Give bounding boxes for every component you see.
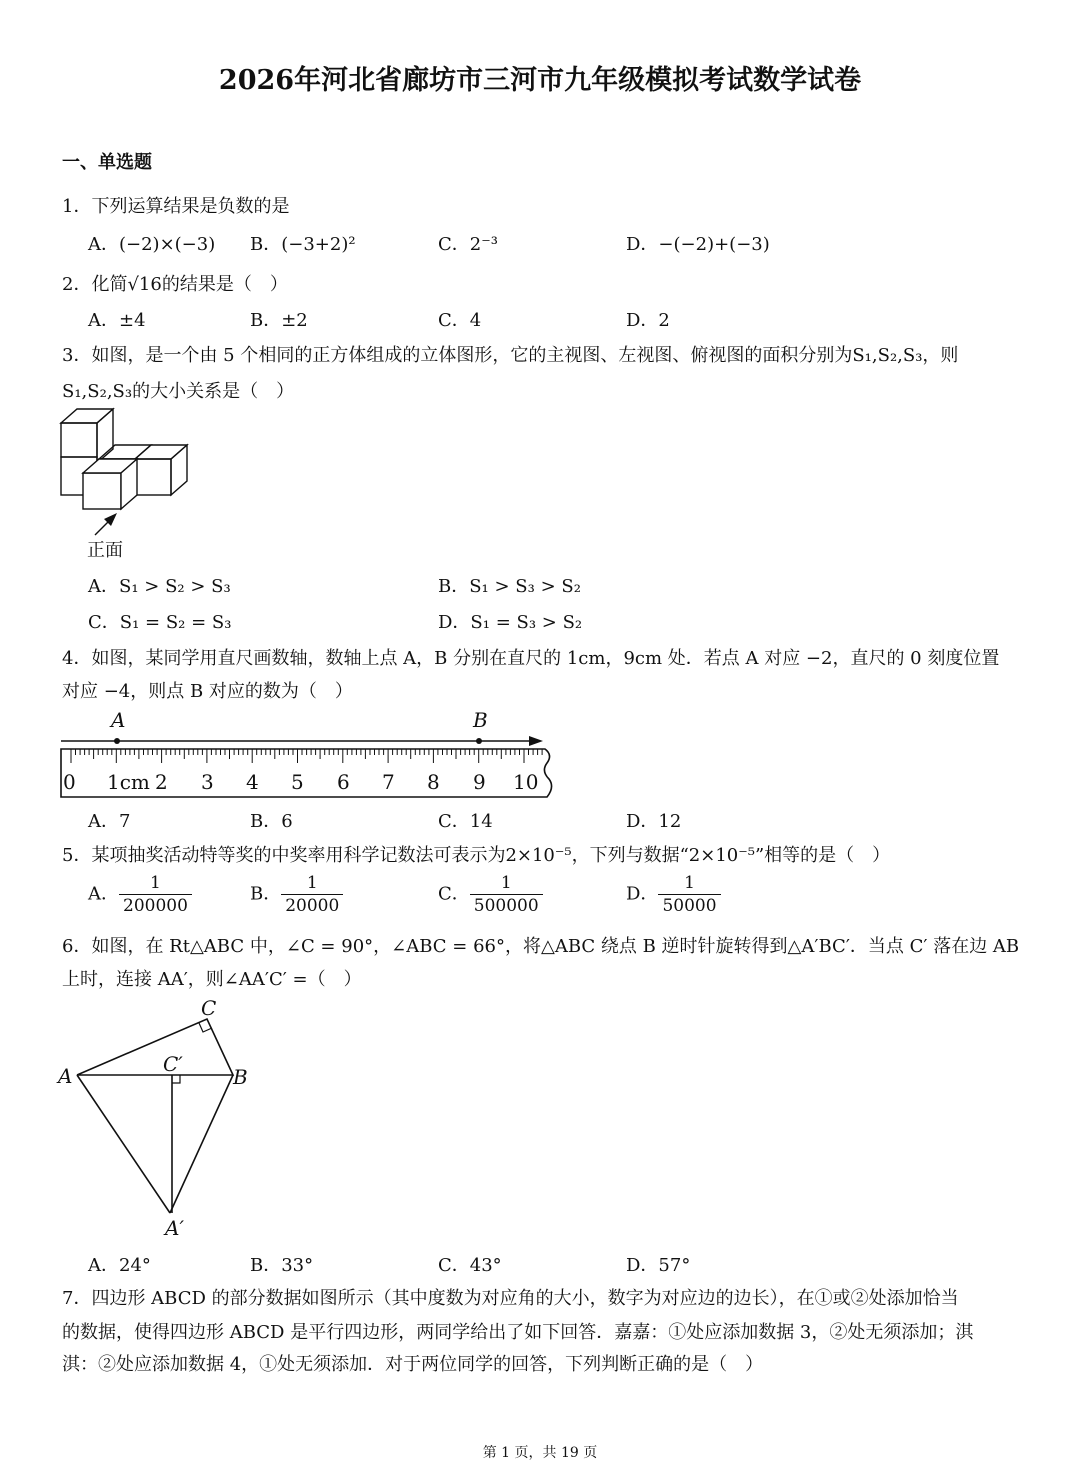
ruler-label-9: 9 xyxy=(473,770,486,794)
question-4-stem-line2: 对应 −4，则点 B 对应的数为（ ） xyxy=(62,681,353,702)
question-6-stem-line2: 上时，连接 AA′，则∠AA′C′ =（ ） xyxy=(62,969,362,990)
ruler-label-0: 0 xyxy=(63,770,76,794)
front-view-label: 正面 xyxy=(87,540,123,561)
axis-arrow-icon xyxy=(529,736,543,746)
triangle-figure xyxy=(55,995,265,1240)
question-2-stem: 2．化简√16的结果是（ ） xyxy=(62,274,288,295)
ruler-label-7: 7 xyxy=(382,770,395,794)
ruler-label-4: 4 xyxy=(246,770,259,794)
q5-option-a: A． $\frac{1}{200000}$ xyxy=(88,872,192,917)
ruler-label-8: 8 xyxy=(427,770,440,794)
page-footer: 第 1 页，共 19 页 xyxy=(482,1445,598,1461)
vertex-c-label: C xyxy=(201,996,217,1020)
q3-option-d: D．S₁ = S₃ > S₂ xyxy=(438,612,583,633)
question-7-line2: 的数据，使得四边形 ABCD 是平行四边形，两同学给出了如下回答．嘉嘉：①处应添加数据 3，②处无须添加；淇 xyxy=(62,1322,974,1343)
q2-option-c: C．4 xyxy=(438,310,482,331)
ruler-label-6: 6 xyxy=(337,770,350,794)
point-a-label: A xyxy=(111,708,126,732)
question-5-stem: 5．某项抽奖活动特等奖的中奖率用科学记数法可表示为2×10⁻⁵，下列与数据“2×10⁻⁵”相等的是（ ） xyxy=(62,845,891,866)
q6-option-b: B．33° xyxy=(250,1255,314,1276)
ruler-label-10: 10 xyxy=(513,770,539,794)
q4-option-d: D．12 xyxy=(626,811,682,832)
point-b-dot xyxy=(476,738,482,744)
q6-option-c: C．43° xyxy=(438,1255,502,1276)
q5-option-c: C． $\frac{1}{500000}$ xyxy=(438,872,543,917)
q2-option-a: A．±4 xyxy=(88,310,146,331)
q5-option-b: B． $\frac{1}{20000}$ xyxy=(250,872,343,917)
question-3-stem-line2: S₁,S₂,S₃的大小关系是（ ） xyxy=(62,381,295,402)
q1-option-a: A．(−2)×(−3) xyxy=(88,234,216,255)
section-heading: 一、单选题 xyxy=(62,152,152,173)
question-7-line1: 7．四边形 ABCD 的部分数据如图所示（其中度数为对应角的大小，数字为对应边的边长），在①或②处添加恰当 xyxy=(62,1288,959,1309)
q4-option-b: B．6 xyxy=(250,811,293,832)
ruler-figure xyxy=(55,705,565,805)
vertex-b-label: B xyxy=(233,1065,248,1089)
ruler-label-3: 3 xyxy=(201,770,214,794)
q1-option-c: C．2⁻³ xyxy=(438,234,498,255)
point-b-label: B xyxy=(473,708,488,732)
ruler-label-1cm: 1cm xyxy=(107,770,150,794)
ruler-label-2: 2 xyxy=(155,770,168,794)
q6-option-d: D．57° xyxy=(626,1255,691,1276)
question-4-stem-line1: 4．如图，某同学用直尺画数轴，数轴上点 A，B 分别在直尺的 1cm，9cm 处．若点 A 对应 −2，直尺的 0 刻度位置 xyxy=(62,648,1000,669)
q2-option-b: B．±2 xyxy=(250,310,308,331)
q1-option-d: D．−(−2)+(−3) xyxy=(626,234,770,255)
ruler-label-5: 5 xyxy=(291,770,304,794)
cube-figure xyxy=(55,405,205,565)
page-title: 2026年河北省廊坊市三河市九年级模拟考试数学试卷 xyxy=(218,65,862,96)
vertex-c-prime-label: C′ xyxy=(163,1052,183,1076)
q2-option-d: D．2 xyxy=(626,310,670,331)
q4-option-a: A．7 xyxy=(88,811,131,832)
question-1-stem: 1．下列运算结果是负数的是 xyxy=(62,196,290,217)
q1-option-b: B．(−3+2)² xyxy=(250,234,356,255)
question-6-stem-line1: 6．如图，在 Rt△ABC 中，∠C = 90°，∠ABC = 66°，将△ABC 绕点 B 逆时针旋转得到△A′BC′．当点 C′ 落在边 AB xyxy=(62,936,1020,957)
vertex-a-label: A xyxy=(58,1064,73,1088)
question-3-stem-line1: 3．如图，是一个由 5 个相同的正方体组成的立体图形，它的主视图、左视图、俯视图的面积分别为S₁,S₂,S₃，则 xyxy=(62,345,959,366)
question-7-line3: 淇：②处应添加数据 4，①处无须添加．对于两位同学的回答，下列判断正确的是（ ） xyxy=(62,1354,764,1375)
point-a-dot xyxy=(114,738,120,744)
q3-option-a: A．S₁ > S₂ > S₃ xyxy=(88,576,231,597)
q3-option-c: C．S₁ = S₂ = S₃ xyxy=(88,612,232,633)
vertex-a-prime-label: A′ xyxy=(165,1216,184,1240)
q6-option-a: A．24° xyxy=(88,1255,151,1276)
q4-option-c: C．14 xyxy=(438,811,493,832)
q5-option-d: D． $\frac{1}{50000}$ xyxy=(626,872,721,917)
q3-option-b: B．S₁ > S₃ > S₂ xyxy=(438,576,581,597)
